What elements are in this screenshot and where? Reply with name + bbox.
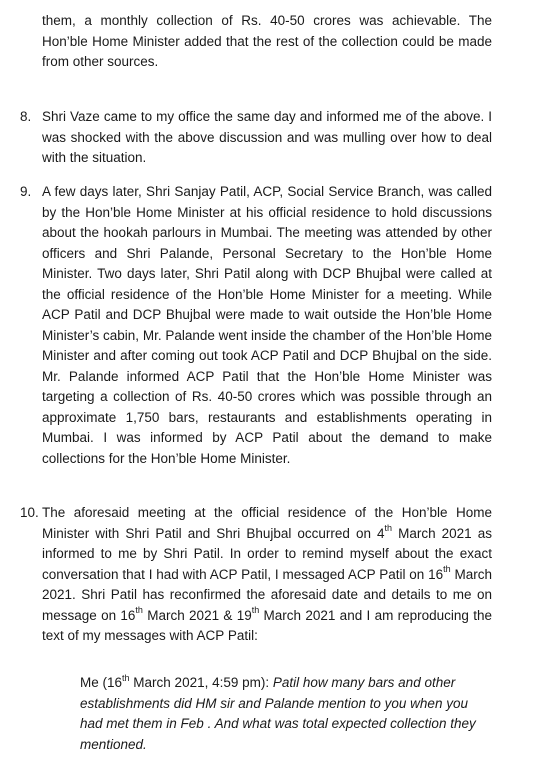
ordinal-superscript: th <box>135 605 143 615</box>
quoted-message <box>80 673 492 755</box>
paragraph-10-number: 10. <box>20 505 39 520</box>
paragraph-10-segment: March 2021 and I am reproducing the text of my messages with ACP Patil: <box>42 607 492 643</box>
paragraph-9-text: A few days later, Shri Sanjay Patil, ACP, Social Service Branch, was called by the Hon’ble Home Minister at his official residence to hold discussions about the hookah parlours in Mumbai. The meeting was attended by other officers and Shri Palande, Personal Secretary to the Hon’ble Home Minister. Two days later, Shri Patil along with DCP Bhujbal were called at the official residence of the Hon’ble Home Minister for a meeting. While ACP Patil and DCP Bhujbal were made to wait outside the Hon’ble Home Minister’s cabin, Mr. Palande went inside the chamber of the Hon’ble Home Minister and after coming out took ACP Patil and DCP Bhujbal on the side. Mr. Palande informed ACP Patil that the Hon’ble Home Minister was targeting a collection of Rs. 40-50 crores which was possible through an approximate 1,750 bars, restaurants and establishments operating in Mumbai. I was informed by ACP Patil about the demand to make collections for the Hon’ble Home Minister. <box>42 184 492 466</box>
paragraph-10-segment: March 2021. Shri Patil has reconfirmed the aforesaid date and details to me on message on 16 <box>42 566 493 623</box>
quote-timestamp: March 2021, 4:59 pm): <box>129 675 273 690</box>
paragraph-10-segment: March 2021 & 19 <box>142 607 252 623</box>
ordinal-superscript: th <box>384 523 393 533</box>
ordinal-superscript: th <box>443 564 451 574</box>
paragraph-9-number: 9. <box>20 184 32 199</box>
ordinal-superscript: th <box>251 605 260 615</box>
quote-message-text: Patil how many bars and other establishments did HM sir and Palande mention to you when you had met them in Feb . And what was total expected collection they mentioned. <box>80 675 476 752</box>
paragraph-10-segment: The aforesaid meeting at the official residence of the Hon’ble Home Minister with Shri Patil and Shri Bhujbal occurred on 4 <box>42 505 492 541</box>
paragraph-10-text <box>42 503 492 647</box>
paragraph-10-segment: March 2021 as informed to me by Shri Patil. In order to remind myself about the exact conversation that I had with ACP Patil, I messaged ACP Patil on 16 <box>42 525 492 582</box>
paragraph-8-number: 8. <box>20 109 32 124</box>
quote-prefix: Me (16 <box>80 675 123 690</box>
paragraph-8-text: Shri Vaze came to my office the same day and informed me of the above. I was shocked with the above discussion and was mulling over how to deal with the situation. <box>42 109 492 165</box>
paragraph-7-continuation: them, a monthly collection of Rs. 40-50 crores was achievable. The Hon’ble Home Minister added that the rest of the collection could be made from other sources. <box>42 13 492 69</box>
ordinal-superscript: th <box>122 672 130 683</box>
